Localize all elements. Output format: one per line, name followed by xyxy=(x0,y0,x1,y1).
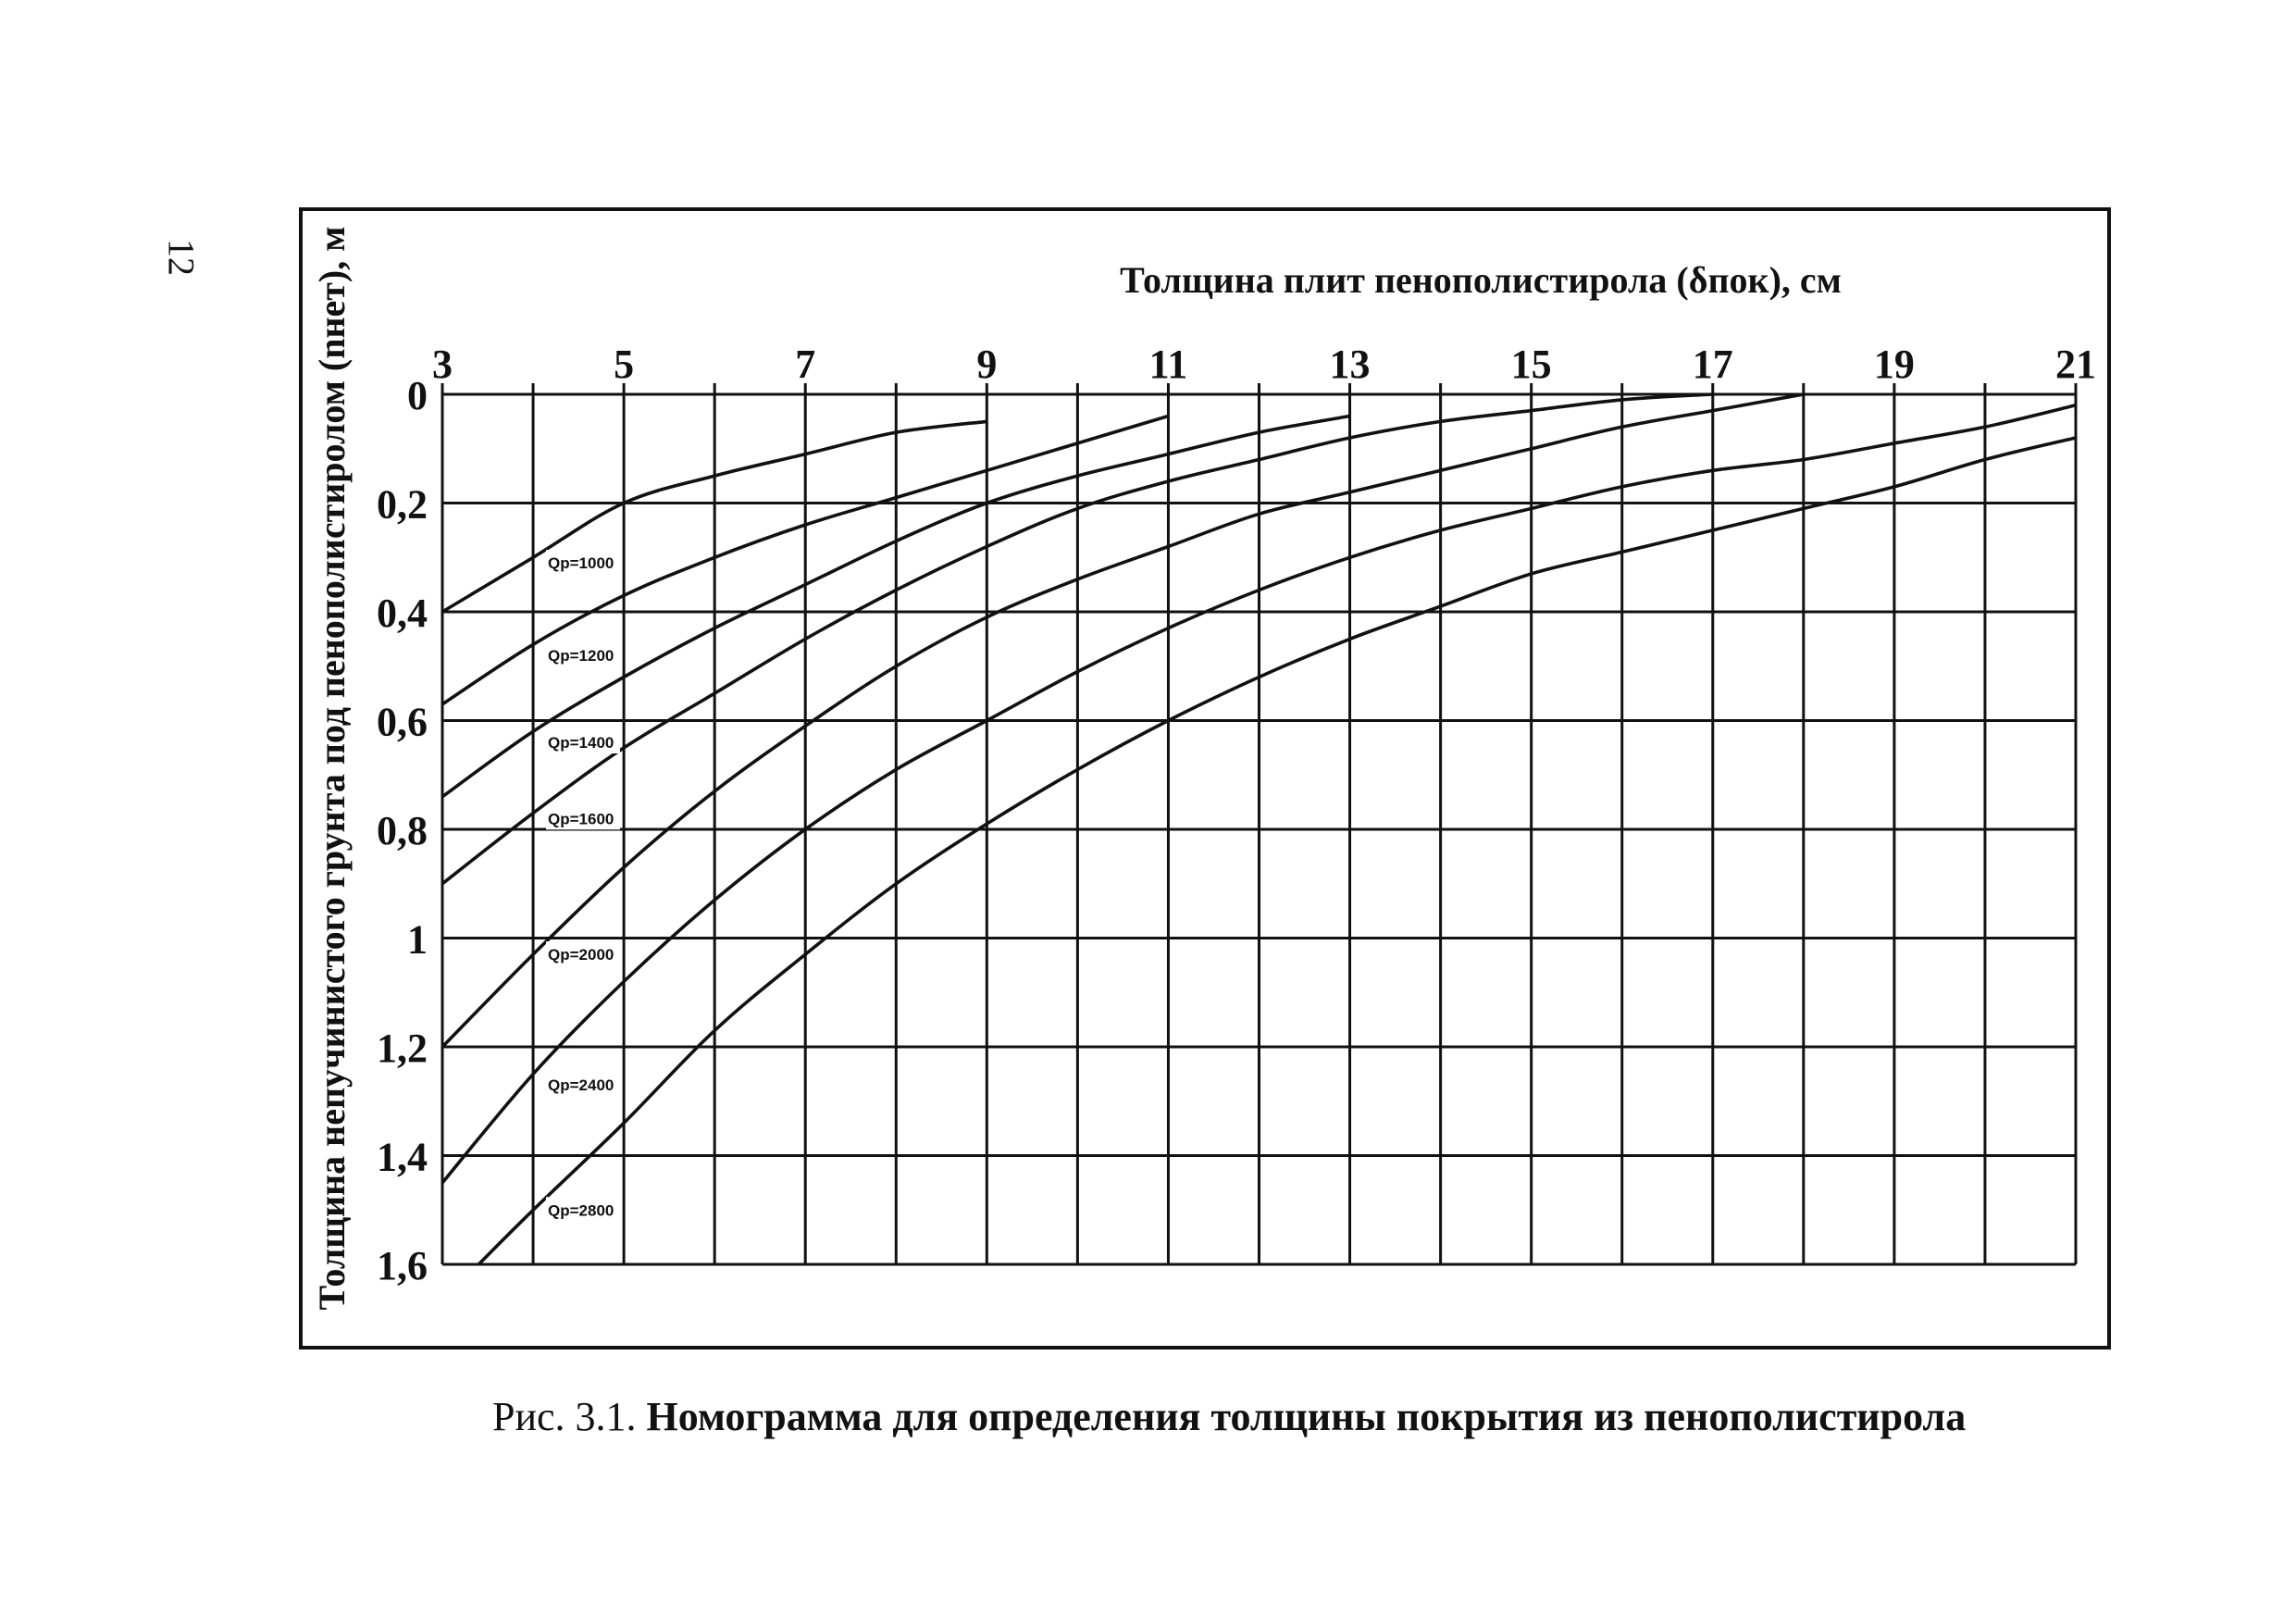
x-axis-title: Толщина плит пенополистирола (δпок), см xyxy=(1120,259,1842,301)
x-tick-label: 11 xyxy=(1148,342,1188,387)
y-tick-label: 0,6 xyxy=(377,699,428,745)
figure-number: Рис. 3.1. xyxy=(492,1394,637,1439)
y-tick-label: 1,6 xyxy=(377,1243,428,1288)
curve-label: Qр=1600 xyxy=(548,810,614,828)
x-tick-label: 13 xyxy=(1329,342,1371,387)
y-axis-title: Толщина непучинистого грунта под пенополистиролом (nнет), м xyxy=(311,226,353,1311)
figure-title: Номограмма для определения толщины покрытия из пенополистирола xyxy=(646,1394,1967,1439)
curve-label: Qр=1200 xyxy=(548,647,614,665)
curve-labels xyxy=(546,550,620,1221)
x-tick-label: 5 xyxy=(614,342,635,387)
x-tick-label: 3 xyxy=(432,342,453,387)
x-tick-label: 21 xyxy=(2055,342,2096,387)
figure-caption xyxy=(492,1393,1966,1440)
x-tick-label: 15 xyxy=(1510,342,1552,387)
curve-label: Qр=2000 xyxy=(548,946,614,964)
x-tick-label: 9 xyxy=(976,342,998,387)
y-tick-label: 1 xyxy=(407,916,428,963)
y-tick-label: 0,2 xyxy=(377,481,428,528)
x-tick-label: 19 xyxy=(1873,342,1915,387)
curve-label: Qр=2400 xyxy=(548,1076,614,1095)
y-tick-label: 0,4 xyxy=(377,591,428,636)
x-tick-label: 7 xyxy=(795,342,816,387)
curve-line xyxy=(478,438,2076,1264)
x-tick-labels xyxy=(432,342,2096,387)
y-tick-labels xyxy=(377,373,428,1288)
y-tick-label: 1,2 xyxy=(377,1026,428,1071)
y-tick-label: 0,8 xyxy=(377,808,428,853)
curve-label: Qр=1000 xyxy=(548,554,614,573)
y-tick-label: 1,4 xyxy=(377,1134,428,1180)
x-tick-label: 17 xyxy=(1692,342,1733,387)
y-tick-label: 0 xyxy=(407,373,428,418)
curve-label: Qр=2800 xyxy=(548,1201,614,1220)
curve-label: Qр=1400 xyxy=(548,734,614,752)
page-number: 12 xyxy=(160,239,203,276)
